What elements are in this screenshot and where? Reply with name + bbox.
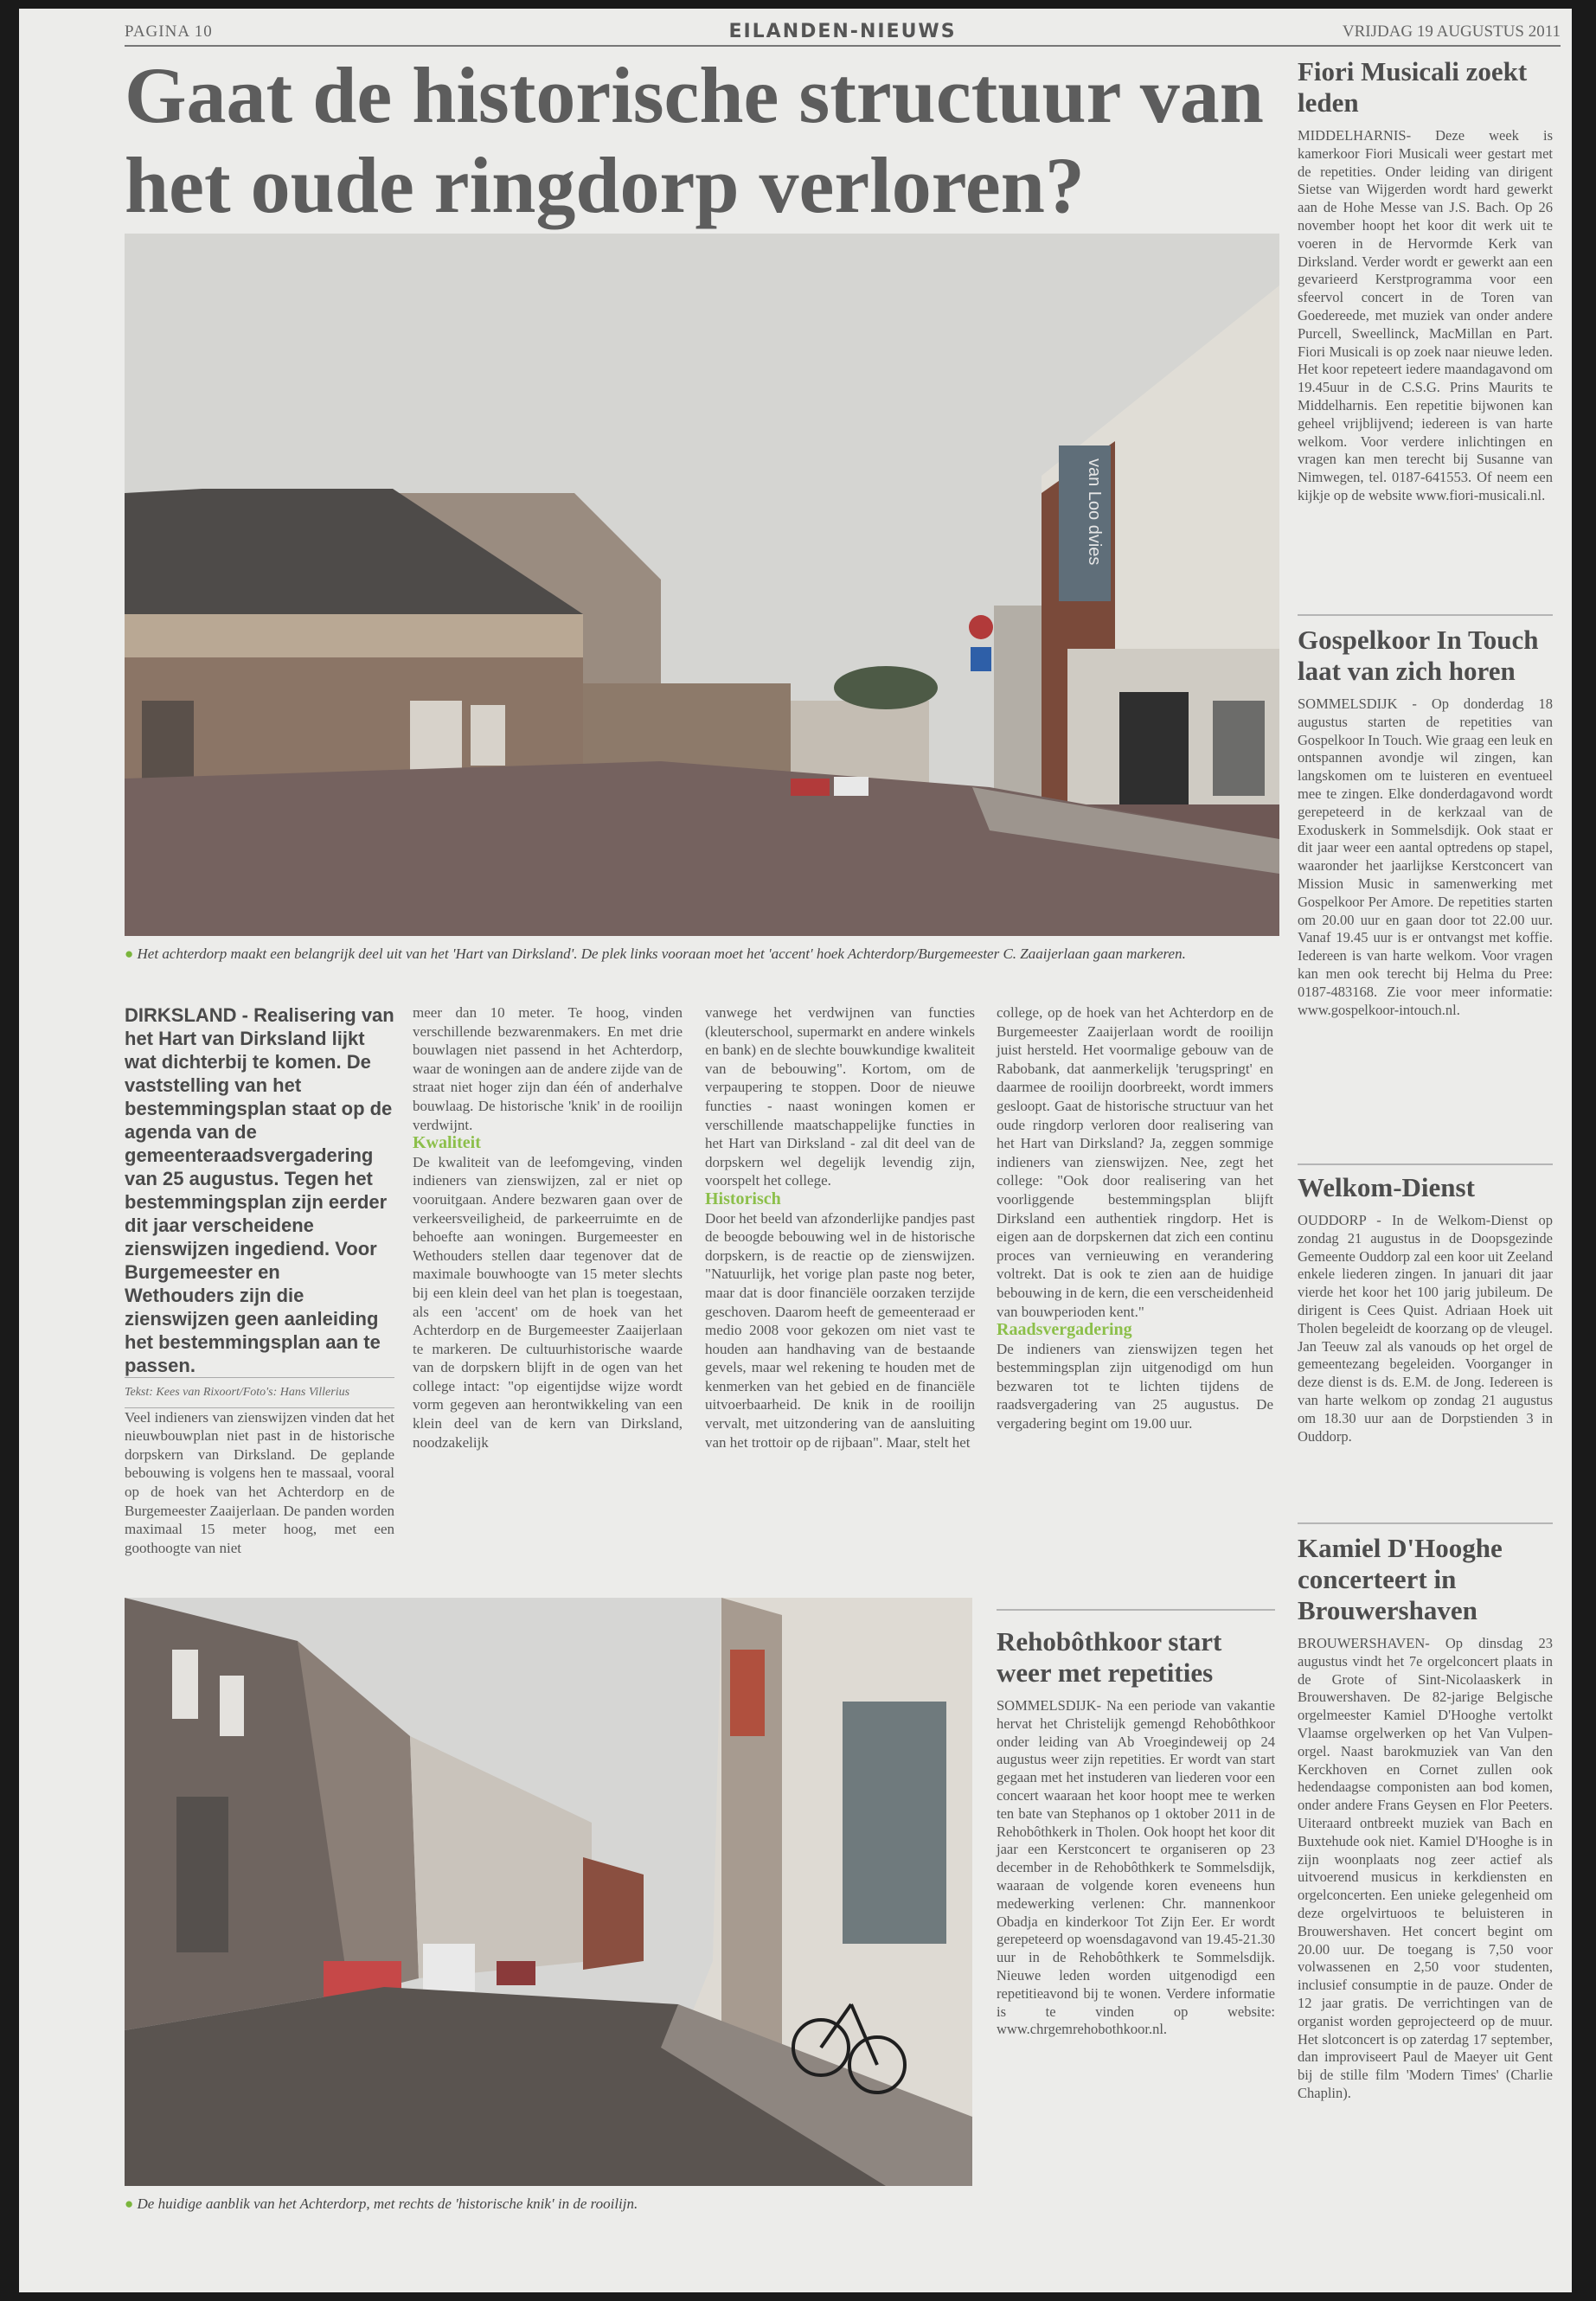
article-column-3 <box>705 1003 975 1452</box>
sidebar-fiori-musicali <box>1298 56 1553 505</box>
newspaper-page <box>19 9 1572 2292</box>
sidebar-0-body: MIDDELHARNIS- Deze week is kamerkoor Fiori Musicali weer gestart met de repetities. Onder leiding van dirigent Sietse van Wijgerden wordt hard gewerkt aan de Hohe Messe van J.S. Bach. Op 26 november hoopt het koor dit werk uit te voeren in de Hervormde Kerk van Dirksland. Verder wordt er gewerkt aan een gevarieerd Kerstprogramma voor een sfeervol concert in de Toren van Goedereede, met muziek van onder andere Purcell, Sweellinck, MacMillan en Part. Fiori Musicali is op zoek naar nieuwe leden. Het koor repeteert iedere maandagavond om 19.45uur in de C.S.G. Prins Maurits te Middelharnis. Een repetitie bijwonen kan geheel vrijblijvend; iedereen is van harte welkom. Voor verdere inlichtingen en vragen kan men terecht bij Susanne van Nimwegen, tel. 0187-641553. Of neem een kijkje op de website www.fiori-musicali.nl. <box>1298 127 1553 503</box>
photo1-banner-text: van Loo dvies <box>1085 458 1104 566</box>
article-column-2 <box>413 1003 683 1452</box>
sidebar-2-title: Welkom-Dienst <box>1298 1172 1475 1202</box>
sidebar-kamiel-dhooghe <box>1298 1533 1553 2103</box>
col4-text-b: De indieners van zienswijzen tegen het bestemmingsplan zijn uitgenodigd om hun bezwaren tot te lichten tijdens de raadsvergadering van 25 augustus. De vergadering begint om 19.00 uur. <box>997 1340 1273 1433</box>
divider <box>1298 1163 1553 1165</box>
article-rehobothkoor <box>997 1626 1275 2039</box>
article-lead: DIRKSLAND - Realisering van het Hart van Dirksland lijkt wat dichterbij te komen. De vaststelling van het bestemmingsplan staat op de agenda van de gemeenteraadsvergadering van 25 augustus. Tegen het bestemmingsplan zijn eerder dit jaar verscheidene zienswijzen ingediend. Voor Burgemeester en Wethouders zijn die zienswijzen geen aanleiding het bestemmingsplan aan te passen. <box>125 1004 394 1376</box>
article-column-1 <box>125 1003 394 1557</box>
caption-bullet-icon: ● <box>125 945 138 962</box>
col2-text-b: De kwaliteit van de leefomgeving, vinden indieners van zienswijzen, zal er niet op vooruitgaan. Andere bezwaren gaan over de verkeersveiligheid, de parkeerruimte en de behoefte aan woningen. Burgemeester en Wethouders stellen daar tegenover dat de maximale bouwhoogte van 15 meter slechts bij een klein deel van het plan is toegestaan, als een 'accent' om de hoek van het Achterdorp en de Burgemeester Zaaijerlaan te markeren. De cultuurhistorische waarde van de dorpskern blijft in de ogen van het college intact: "op eigentijdse wijze wordt vorm gegeven aan herontwikkeling van een klein deel van de kern van Dirksland, noodzakelijk <box>413 1153 683 1451</box>
subhead-raadsvergadering: Raadsvergadering <box>997 1320 1132 1340</box>
masthead: EILANDEN-NIEUWS <box>728 21 957 42</box>
article-column-4 <box>997 1003 1273 1433</box>
caption-bullet-icon: ● <box>125 2195 138 2212</box>
photo1-caption <box>125 943 1279 965</box>
photo2-caption <box>125 2193 972 2215</box>
subhead-historisch: Historisch <box>705 1189 781 1208</box>
sidebar-gospelkoor <box>1298 625 1553 1019</box>
sidebar-1-title: Gospelkoor In Touch laat van zich horen <box>1298 625 1539 686</box>
photo1-caption-text: Het achterdorp maakt een belangrijk deel uit van het 'Hart van Dirksland'. De plek links vooraan moet het 'accent' hoek Achterdorp/Burgemeester C. Zaaijerlaan gaan markeren. <box>137 945 1186 962</box>
no-entry-sign-icon <box>969 615 993 639</box>
sidebar-3-title: Kamiel D'Hooghe concerteert in Brouwershaven <box>1298 1533 1503 1625</box>
sidebar-welkom-dienst <box>1298 1172 1553 1445</box>
sidebar-2-body: OUDDORP - In de Welkom-Dienst op zondag 21 augustus in de Doopsgezinde Gemeente Ouddorp zal een koor uit Zeeland enkele liederen zingen. In januari dit jaar vierde het koor het 100 jarig jubileum. De dirigent is Cees Quist. Adriaan Hoek uit Tholen begeleidt de koorzang op de vleugel. Jan Teeuw zal als vanouds op het orgel de gemeentezang begeleiden. Voorganger in deze dienst is ds. E.M. de Jong. Iedereen is van harte welkom op zondag 21 augustus om 18.30 uur aan de Dorpstienden 3 in Ouddorp. <box>1298 1212 1553 1445</box>
col4-text-a: college, op de hoek van het Achterdorp en de Burgemeester Zaaijerlaan wordt de rooilijn juist hersteld. Het voormalige gebouw van de Rabobank, dat aanmerkelijk 'terugspringt' en daarmee de rooilijn doorbreekt, wordt immers gesloopt. Gaat de historische structuur van het oude ringdorp verloren door realisering van het Hart van Dirksland? Ja, zeggen sommige indieners van zienswijzen. Nee, zegt het college: "Ook door realisering van het voorliggende bestemmingsplan blijft Dirksland een authentiek ringdorp. Het is eigen aan de dorpskernen dat zich een continu proces van vernieuwing en verandering voltrekt. Dat is ook te zien aan de huidige bebouwing in de kern, die een verscheidenheid van bouwperioden kent." <box>997 1004 1273 1320</box>
sidebar-0-title: Fiori Musicali zoekt leden <box>1298 56 1528 118</box>
col1-text: Veel indieners van zienswijzen vinden dat het nieuwbouwplan niet past in de historische dorpskern van Dirksland. De geplande bebouwing is volgens hen te massaal, vooral op de hoek van het Achterdorp en de Burgemeester Zaaijerlaan. De panden worden maximaal 15 meter hoog, met een goothoogte van niet <box>125 1408 394 1556</box>
main-headline: Gaat de historische structuur van het oude ringdorp verloren? <box>125 51 1264 229</box>
photo-achterdorp-street <box>125 1598 972 2186</box>
photo-achterdorp-corner <box>125 234 1279 936</box>
col3-text-a: vanwege het verdwijnen van functies (kleuterschool, supermarkt en andere winkels en bank) en de slechte bouwkundige kwaliteit van de bebouwing". Kortom, om de verpaupering te stoppen. Door de nieuwe functies - naast woningen komen er verschillende maatschappelijke functies in het Hart van Dirksland - zal dit deel van de dorpskern wel degelijk levendig zijn, voorspelt het college. <box>705 1004 975 1189</box>
col3-text-b: Door het beeld van afzonderlijke pandjes past de beoogde bebouwing wel in de historische dorpskern, is de reactie op de zienswijzen. "Natuurlijk, het vorige plan paste nog beter, maar dat is door financiële oorzaken terzijde geschoven. Daarom heeft de gemeenteraad er medio 2008 voor gekozen om niet vast te houden aan handhaving van de bestaande gevels, maar wel rekening te houden met de kenmerken van het gebied en de financiële uitvoerbaarheid. De knik in de rooilijn vervalt, met uitzondering van de aansluiting van het trottoir op de rijbaan". Maar, stelt het <box>705 1209 975 1451</box>
one-way-sign-icon <box>971 647 991 671</box>
issue-date: VRIJDAG 19 AUGUSTUS 2011 <box>1342 22 1561 41</box>
page-header <box>125 21 1561 47</box>
subhead-kwaliteit: Kwaliteit <box>413 1133 481 1153</box>
rehoboth-title: Rehobôthkoor start weer met repetities <box>997 1626 1222 1688</box>
sidebar-1-body: SOMMELSDIJK - Op donderdag 18 augustus starten de repetities van Gospelkoor In Touch. Wie graag een leuk en ontspannen avondje wil zingen, kan langskomen om te luisteren en eventueel mee te zingen. Elke donderdagavond wordt gerepeteerd in de kerkzaal van de Exoduskerk in Sommelsdijk. Ook staat er dit jaar weer een aantal optredens op stapel, waaronder het jaarlijkse Kerstconcert van Mission Music in samenwerking met Gospelkoor Per Amore. De repetities starten om 20.00 uur en gaan door tot 22.00 uur. Vanaf 19.45 uur is er ontvangst met koffie. Iedereen is van harte welkom. Voor vragen kan men ook terecht bij Helma du Pree: 0187-483168. Zie voor meer informatie: www.gospelkoor-intouch.nl. <box>1298 695 1553 1018</box>
divider <box>1298 1522 1553 1524</box>
divider <box>997 1609 1275 1611</box>
rehoboth-body: SOMMELSDIJK- Na een periode van vakantie hervat het Christelijk gemengd Rehobôthkoor onder leiding van Ab Vroegindeweij op 24 augustus weer zijn repetities. Er wordt van start gegaan met het instuderen van liederen voor een concert waaraan het koor hoopt mee te werken ten bate van Stephanos op 1 oktober 2011 in de Rehobôthkerk in Tholen. Ook hoopt het koor dit jaar een Kerstconcert te organiseren op 23 december in de Rehobôthkerk te Sommelsdijk, waaraan de volgende koren eveneens hun medewerking verlenen: Chr. mannenkoor Obadja en kinderkoor Tot Zijn Eer. Er wordt gerepeteerd op woensdagavond van 19.45-21.30 uur in de Rehobôthkerk te Sommelsdijk. Nieuwe leden worden uitgenodigd een repetitieavond bij te wonen. Verdere informatie is te vinden op website: www.chrgemrehobothkoor.nl. <box>997 1697 1275 2038</box>
article-credit: Tekst: Kees van Rixoort/Foto's: Hans Villerius <box>125 1377 394 1408</box>
divider <box>1298 614 1553 616</box>
photo2-caption-text: De huidige aanblik van het Achterdorp, met rechts de 'historische knik' in de rooilijn. <box>137 2195 638 2212</box>
page-number: PAGINA 10 <box>125 22 213 41</box>
sidebar-3-body: BROUWERSHAVEN- Op dinsdag 23 augustus vindt het 7e orgelconcert plaats in de Grote of Sint-Nicolaaskerk in Brouwershaven. De 82-jarige Belgische orgelmeester Kamiel D'Hooghe vertolkt Vlaamse orgelwerken op het Van Vulpen-orgel. Naast barokmuziek van Van den Kerckhoven en Cornet zullen ook hedendaagse componisten aan bod komen, onder andere Frans Geysen en Flor Peeters. Uiteraard ontbreekt muziek van Bach en Buxtehude ook niet. Kamiel D'Hooghe is in zijn woonplaats nog zeer actief als uitvoerend musicus in kerkdiensten en orgelconcerten. Een unieke gelegenheid om deze orgelvirtuoos te beluisteren in Brouwershaven. Het concert begint om 20.00 uur. De toegang is 7,50 voor volwassenen en 2,50 voor studenten, inclusief consumptie in de pauze. Onder de 12 jaar gratis. De verrichtingen van de organist worden geprojecteerd op de muur. Het slotconcert is op zaterdag 17 september, dan improviseert Paul de Maeyer uit Gent bij de stille film 'Modern Times' (Charlie Chaplin). <box>1298 1635 1553 2101</box>
col2-text-a: meer dan 10 meter. Te hoog, vinden verschillende bezwarenmakers. En met drie bouwlagen niet passend in het Achterdorp, waar de woningen aan de andere zijde van de straat niet hoger zijn dan één of anderhalve bouwlaag. De historische 'knik' in de rooilijn verdwijnt. <box>413 1004 683 1133</box>
